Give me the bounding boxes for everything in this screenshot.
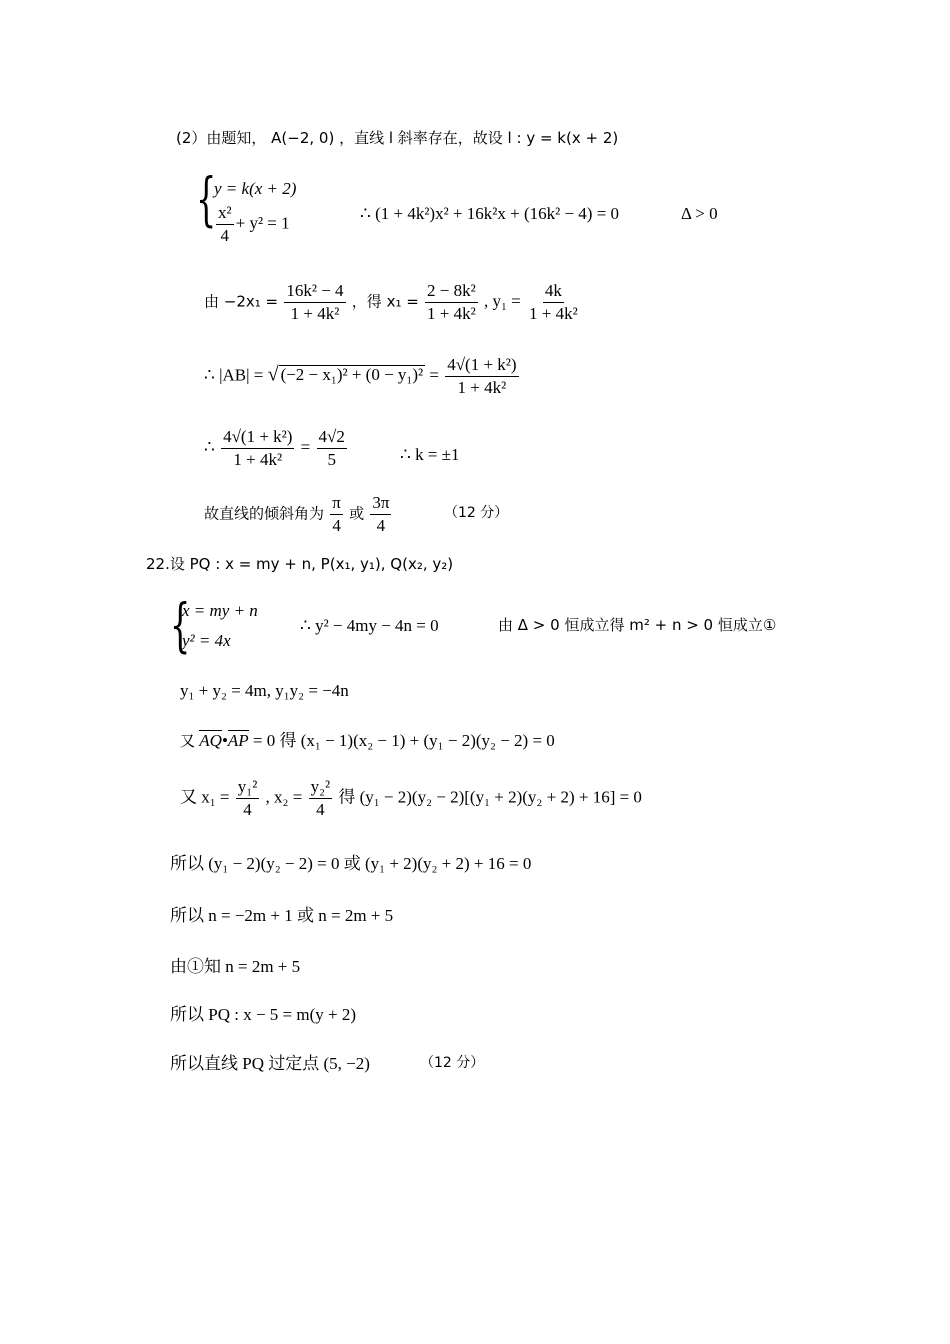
discriminant-cond: Δ > 0 <box>681 204 718 223</box>
fixed-point-conclusion: 所以直线 PQ 过定点 (5, −2) <box>170 1054 370 1073</box>
k-result: ∴ k = ±1 <box>400 445 460 464</box>
vieta-relations: y₁ + y₂ = 4m, y₁y₂ = −4n <box>180 681 349 700</box>
system2-brace: { <box>170 591 191 659</box>
inclination-answer: 故直线的倾斜角为 $\frac{\pi}{4}$ 或 $\frac{3\pi}{4}$ <box>204 493 390 535</box>
system1-eq1: y = k(x + 2) <box>214 179 297 198</box>
quadratic-y: ∴ y² − 4my − 4n = 0 <box>300 616 439 635</box>
n-chosen: 由①知 n = 2m + 5 <box>170 957 301 976</box>
substitution-line: 又 x₁ = $\frac{\text{y₁²}}{4}$ , x₂ = $\frac{\text{y₂²}}{4}$ 得 (y₁ − 2)(y₂ − 2)[(y₁ + 2)(y₂ + 2) + 16] = 0 <box>180 777 642 819</box>
condition-1: 由 Δ > 0 恒成立得 m² + n > 0 恒成立① <box>498 616 777 634</box>
pq-line-eq: 所以 PQ : x − 5 = m(y + 2) <box>170 1005 357 1024</box>
quadratic-eq: ∴ (1 + 4k²)x² + 16k²x + (16k² − 4) = 0 <box>360 204 620 223</box>
ab-length: ∴ |AB| = √ (−2 − x₁)² + (0 − y₁)² = $\frac{\text{4√(1 + k²)}}{\text{1 + 4k²}}$ <box>204 355 517 397</box>
factor-cases: 所以 (y₁ − 2)(y₂ − 2) = 0 或 (y₁ + 2)(y₂ + 2) + 16 = 0 <box>170 854 532 873</box>
system2-eq2: y² = 4x <box>182 631 231 650</box>
part2-intro: (2）由题知， A(−2, 0) ，直线 l 斜率存在，故设 l : y = k(x + 2) <box>176 129 619 147</box>
x1-y1-solution: 由 −2x₁ = $\frac{\text{16k² − 4}}{\text{1 + 4k²}}$ ，得 x₁ = $\frac{\text{2 − 8k²}}{\text{1 + 4k²}}$ , y₁ = $\frac{4k}{\text{1 + 4k²}}$ <box>204 281 578 323</box>
dot-product-line: 又 AQ•AP = 0 得 (x₁ − 1)(x₂ − 1) + (y₁ − 2)(y₂ − 2) = 0 <box>180 731 555 750</box>
q22-setup: 22.设 PQ : x = my + n, P(x₁, y₁), Q(x₂, y₂) <box>146 555 454 573</box>
system2-eq1: x = my + n <box>182 601 258 620</box>
system-brace: { <box>196 165 217 233</box>
length-equation: ∴ $\frac{\text{4√(1 + k²)}}{\text{1 + 4k²}}$ = $\frac{4√2}{5}$ <box>204 427 345 469</box>
n-cases: 所以 n = −2m + 1 或 n = 2m + 5 <box>170 906 394 925</box>
system1-eq2: $\frac{\text{x²}}{4}$ + y² = 1 <box>218 203 290 245</box>
score-q22: （12 分） <box>420 1055 485 1071</box>
score-part2: （12 分） <box>444 505 509 521</box>
